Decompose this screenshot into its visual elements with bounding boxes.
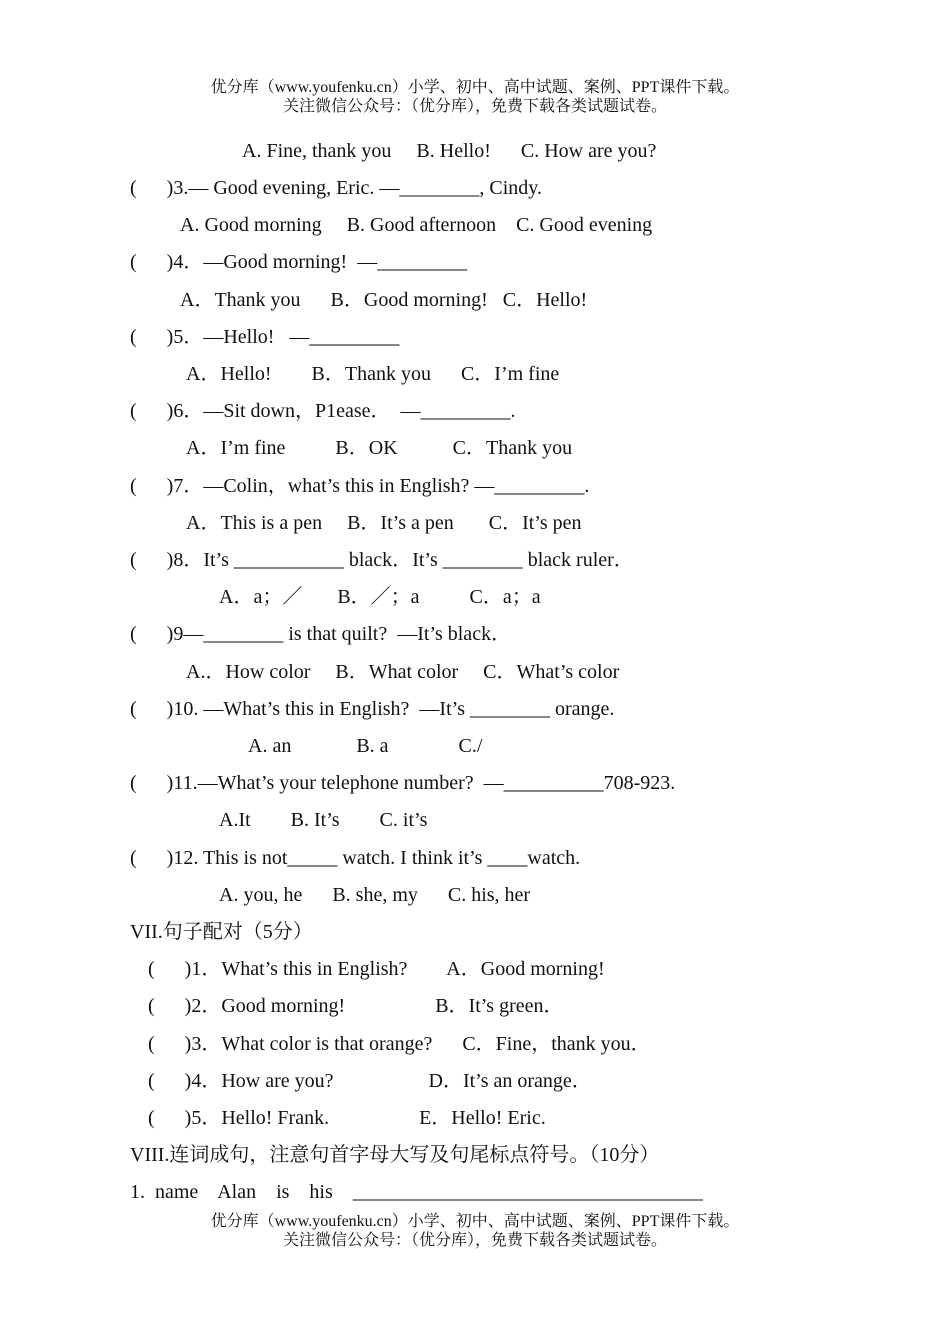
match-item-1: ( )1．What’s this in English? A．Good morning!: [148, 958, 605, 980]
q3-options: A. Good morning B. Good afternoon C. Good evening: [180, 214, 653, 236]
q4-options: A．Thank you B．Good morning! C．Hello!: [180, 289, 588, 311]
match-item-2: ( )2．Good morning! B．It’s green．: [148, 995, 564, 1017]
q11-options: A.It B. It’s C. it’s: [219, 809, 428, 831]
q9-text: ( )9—________ is that quilt? —It’s black．: [130, 623, 512, 645]
q5-options: A．Hello! B．Thank you C．I’m fine: [186, 363, 560, 385]
footer-line-1: 优分库（www.youfenku.cn）小学、初中、高中试题、案例、PPT课件下载。: [210, 1213, 740, 1230]
header-line-1: 优分库（www.youfenku.cn）小学、初中、高中试题、案例、PPT课件下载。: [210, 79, 740, 96]
q10-options: A. an B. a C./: [248, 735, 483, 757]
q7-options: A．This is a pen B．It’s a pen C．It’s pen: [186, 512, 582, 534]
q2-options: A. Fine, thank you B. Hello! C. How are you?: [242, 140, 657, 162]
match-item-3: ( )3．What color is that orange? C．Fine，thank you．: [148, 1033, 651, 1055]
q8-options: A．a；／ B．／；a C．a；a: [219, 586, 541, 608]
q12-text: ( )12. This is not_____ watch. I think it’s ____watch.: [130, 847, 581, 869]
q6-text: ( )6．—Sit down，P1ease． —_________.: [130, 400, 516, 422]
q5-text: ( )5．—Hello! —_________: [130, 326, 400, 348]
sentence-q1: 1. name Alan is his ___________________________________: [130, 1181, 703, 1203]
match-item-5: ( )5．Hello! Frank. E．Hello! Eric.: [148, 1107, 546, 1129]
page-footer: [0, 1212, 950, 1250]
match-item-4: ( )4．How are you? D．It’s an orange．: [148, 1070, 592, 1092]
q9-options: A.．How color B．What color C．What’s color: [186, 661, 620, 683]
q4-text: ( )4．—Good morning! —_________: [130, 251, 468, 273]
q7-text: ( )7．—Colin，what’s this in English? —_________.: [130, 475, 590, 497]
q10-text: ( )10. —What’s this in English? —It’s ________ orange.: [130, 698, 615, 720]
section-7-title: VII.句子配对（5分）: [130, 921, 313, 943]
q8-text: ( )8．It’s ___________ black．It’s ________ black ruler．: [130, 549, 634, 571]
footer-line-2: 关注微信公众号：（优分库），免费下载各类试题试卷。: [282, 1232, 667, 1249]
q12-options: A. you, he B. she, my C. his, her: [219, 884, 531, 906]
header-line-2: 关注微信公众号：（优分库），免费下载各类试题试卷。: [282, 98, 667, 115]
page-header: [0, 78, 950, 116]
section-8-title: VIII.连词成句，注意句首字母大写及句尾标点符号。（10分）: [130, 1144, 660, 1166]
q11-text: ( )11.—What’s your telephone number? —__________708-923.: [130, 772, 676, 794]
q3-text: ( )3.— Good evening, Eric. —________, Cindy.: [130, 177, 542, 199]
q6-options: A．I’m fine B．OK C．Thank you: [186, 437, 573, 459]
